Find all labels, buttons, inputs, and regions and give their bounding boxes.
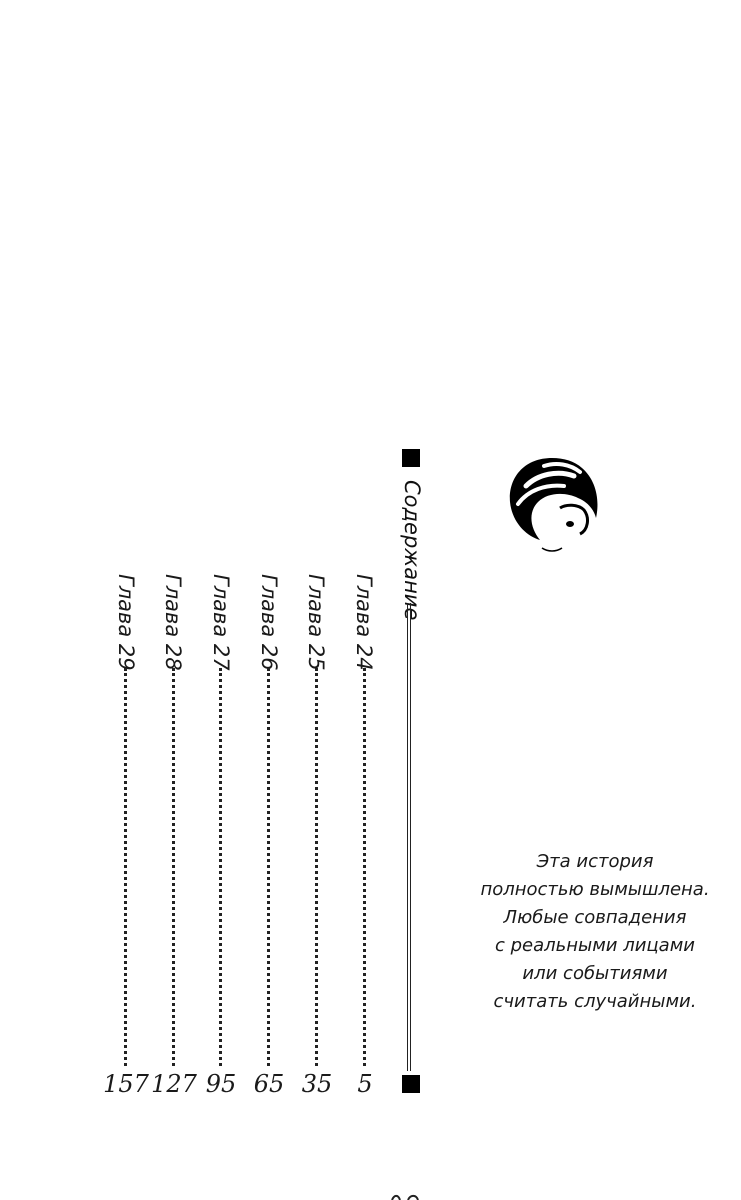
chapter-25-label[interactable]: Глава 25 [304, 574, 328, 671]
heading-marker-top [402, 449, 420, 467]
disclaimer-line: с реальными лицами [494, 935, 695, 956]
publisher-logo-icon [504, 452, 600, 556]
chapter-27-label[interactable]: Глава 27 [209, 574, 233, 671]
chapter-27-leader-dots [219, 668, 222, 1066]
heading-double-rule [407, 603, 411, 1071]
chapter-29-leader-dots [124, 668, 127, 1066]
disclaimer-line: Любые совпадения [503, 907, 687, 928]
toc-heading: Содержание [400, 480, 424, 621]
chapter-29-page[interactable]: 157 [103, 1070, 149, 1098]
fiction-disclaimer [460, 848, 730, 1016]
chapter-28-label[interactable]: Глава 28 [161, 574, 185, 671]
chapter-24-leader-dots [363, 668, 366, 1066]
cropped-folio-mark [388, 1192, 422, 1200]
disclaimer-line: считать случайными. [493, 991, 697, 1012]
chapter-24-page[interactable]: 5 [357, 1070, 373, 1098]
chapter-28-leader-dots [172, 668, 175, 1066]
chapter-26-label[interactable]: Глава 26 [257, 574, 281, 671]
chapter-28-page[interactable]: 127 [151, 1070, 197, 1098]
chapter-25-page[interactable]: 35 [301, 1070, 333, 1098]
chapter-27-page[interactable]: 95 [205, 1070, 237, 1098]
chapter-25-leader-dots [315, 668, 318, 1066]
chapter-26-page[interactable]: 65 [253, 1070, 285, 1098]
chapter-26-leader-dots [267, 668, 270, 1066]
heading-marker-bottom [402, 1075, 420, 1093]
chapter-29-label[interactable]: Глава 29 [114, 574, 138, 671]
disclaimer-line: или событиями [522, 963, 668, 984]
chapter-24-label[interactable]: Глава 24 [352, 574, 376, 671]
disclaimer-line: Эта история [536, 851, 654, 872]
disclaimer-line: полностью вымышлена. [480, 879, 710, 900]
